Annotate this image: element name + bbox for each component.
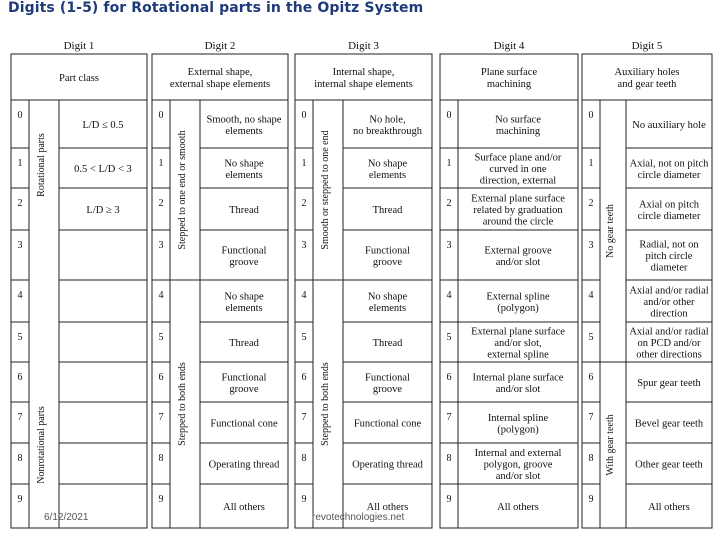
cell-text: No shape (367, 158, 408, 170)
column-header-text: internal shape elements (314, 79, 413, 90)
row-number: 3 (446, 240, 452, 251)
cell-text: Operating thread (208, 459, 280, 471)
row-number: 3 (17, 240, 23, 251)
cell-text: External spline (486, 291, 550, 303)
cell-text: Axial and/or radial (629, 285, 709, 297)
row-number: 0 (446, 110, 452, 121)
column-header-text: Auxiliary holes (614, 67, 680, 78)
cell-text: groove (372, 383, 403, 395)
cell-text: Spur gear teeth (637, 378, 701, 389)
cell-text: direction (650, 308, 688, 320)
digit-column-1 (11, 40, 147, 528)
row-number: 9 (158, 494, 164, 505)
cell-text: Smooth, no shape (206, 114, 282, 126)
row-number: 8 (301, 453, 307, 464)
cell-text: No shape (367, 291, 408, 303)
row-number: 2 (158, 198, 164, 209)
cell-text: Functional cone (210, 418, 278, 430)
row-number: 4 (446, 290, 452, 301)
row-number: 7 (158, 412, 164, 423)
row-number: 9 (17, 494, 23, 505)
row-number: 0 (158, 110, 164, 121)
side-label-bottom: With gear teeth (605, 414, 616, 476)
cell-text: on PCD and/or (637, 338, 701, 349)
cell-text: and/or slot (495, 383, 541, 395)
side-label-top: Stepped to one end or smooth (177, 130, 188, 250)
row-number: 9 (301, 494, 307, 505)
cell-text: Functional (221, 245, 267, 257)
cell-text: direction, external (479, 175, 557, 187)
cell-text: and/or slot, (494, 338, 542, 349)
cell-text: Internal plane surface (472, 372, 564, 384)
digit-title: Digit 2 (204, 40, 236, 52)
row-number: 9 (588, 494, 594, 505)
row-number: 3 (158, 240, 164, 251)
digit-title: Digit 3 (348, 40, 379, 52)
row-number: 7 (588, 412, 594, 423)
cell-text: No auxiliary hole (632, 120, 706, 131)
row-number: 5 (301, 332, 307, 343)
cell-text: Functional cone (353, 418, 422, 430)
cell-text: and/or slot (495, 471, 541, 482)
row-number: 5 (158, 332, 164, 343)
column-header-text: and gear teeth (617, 79, 677, 90)
row-number: 4 (588, 290, 594, 301)
cell-text: polygon, groove (483, 459, 553, 471)
side-label-bottom: Stepped to both ends (177, 362, 188, 446)
cell-text: 0.5 < L/D < 3 (74, 164, 132, 175)
cell-text: pitch circle (645, 251, 693, 262)
cell-text: elements (368, 302, 407, 314)
side-label-top: Rotational parts (36, 133, 47, 197)
cell-text: Axial, not on pitch (629, 158, 709, 170)
cell-text: other directions (636, 349, 702, 361)
cell-text: Thread (372, 205, 403, 216)
cell-text: Operating thread (352, 459, 423, 471)
row-number: 1 (446, 158, 452, 169)
row-number: 8 (17, 453, 23, 464)
cell-text: Internal and external (474, 448, 562, 459)
row-number: 3 (588, 240, 594, 251)
digit-column-5 (582, 40, 712, 528)
row-number: 4 (158, 290, 164, 301)
cell-text: no breakthrough (352, 125, 423, 137)
row-number: 7 (17, 412, 23, 423)
cell-text: diameter (650, 262, 688, 274)
row-number: 6 (301, 372, 307, 383)
cell-text: groove (229, 383, 259, 395)
cell-text: and/or slot (495, 256, 541, 268)
cell-text: elements (368, 169, 407, 181)
row-number: 7 (301, 412, 307, 423)
cell-text: Functional (221, 372, 267, 384)
row-number: 7 (446, 412, 452, 423)
cell-text: elements (225, 125, 263, 137)
column-header-text: Internal shape, (332, 67, 395, 78)
cell-text: Functional (365, 372, 410, 384)
cell-text: External groove (484, 245, 552, 257)
cell-text: No surface (495, 114, 541, 126)
row-number: 8 (158, 453, 164, 464)
side-label-top: Smooth or stepped to one end (320, 130, 331, 250)
cell-text: All others (497, 502, 539, 513)
digit-title: Digit 5 (631, 40, 663, 52)
side-label-bottom: Nonrotational parts (36, 406, 47, 484)
cell-text: curved in one (489, 164, 547, 175)
row-number: 0 (301, 110, 307, 121)
digit-title: Digit 4 (493, 40, 525, 52)
cell-text: Bevel gear teeth (634, 418, 704, 430)
digit-column-3 (295, 40, 432, 528)
column-header-text: external shape elements (169, 79, 271, 90)
cell-text: All others (366, 502, 409, 513)
row-number: 5 (588, 332, 594, 343)
row-number: 8 (446, 453, 452, 464)
row-number: 0 (588, 110, 594, 121)
column-header-text: Plane surface (480, 67, 538, 78)
digit-column-2 (152, 40, 288, 528)
cell-text: No shape (224, 291, 264, 303)
cell-text: external spline (487, 349, 549, 361)
cell-text: Other gear teeth (635, 459, 703, 471)
cell-text: External plane surface (471, 326, 565, 338)
side-label-bottom: Stepped to both ends (320, 362, 331, 446)
row-number: 6 (17, 372, 23, 383)
column-header-text: External shape, (187, 67, 253, 78)
column-border (11, 54, 147, 528)
cell-text: Radial, not on (639, 239, 699, 251)
row-number: 2 (446, 198, 452, 209)
row-number: 6 (158, 372, 164, 383)
cell-text: External plane surface (471, 193, 565, 205)
digit-column-4 (440, 40, 578, 528)
cell-text: (polygon) (497, 302, 539, 314)
cell-text: Thread (372, 338, 403, 349)
cell-text: Thread (229, 338, 259, 349)
cell-text: L/D ≤ 0.5 (82, 120, 124, 131)
row-number: 6 (588, 372, 594, 383)
digit-title: Digit 1 (63, 40, 95, 52)
row-number: 1 (158, 158, 164, 169)
row-number: 4 (17, 290, 23, 301)
row-number: 1 (17, 158, 23, 169)
footer-date: 6/12/2021 (44, 512, 89, 523)
side-label-top: No gear teeth (605, 204, 616, 258)
row-number: 3 (301, 240, 307, 251)
column-header-text: Part class (59, 73, 99, 84)
cell-text: Axial and/or radial (629, 326, 709, 338)
cell-text: Surface plane and/or (474, 152, 562, 164)
cell-text: circle diameter (637, 210, 701, 222)
cell-text: elements (225, 302, 263, 314)
row-number: 0 (17, 110, 23, 121)
row-number: 2 (17, 198, 23, 209)
cell-text: elements (225, 169, 263, 181)
column-header-text: machining (486, 79, 532, 90)
row-number: 1 (588, 158, 594, 169)
cell-text: groove (229, 256, 259, 268)
row-number: 5 (17, 332, 23, 343)
cell-text: groove (372, 256, 403, 268)
row-number: 8 (588, 453, 594, 464)
cell-text: Internal spline (487, 412, 549, 424)
cell-text: All others (223, 502, 265, 513)
page-title: Digits (1-5) for Rotational parts in the Opitz System (8, 0, 424, 16)
row-number: 9 (446, 494, 452, 505)
row-number: 2 (588, 198, 594, 209)
cell-text: No shape (224, 158, 264, 170)
cell-text: Axial on pitch (638, 199, 700, 211)
cell-text: around the circle (482, 216, 554, 228)
cell-text: related by graduation (473, 205, 563, 216)
cell-text: No hole, (369, 114, 406, 126)
row-number: 4 (301, 290, 307, 301)
cell-text: machining (495, 125, 541, 137)
row-number: 2 (301, 198, 307, 209)
cell-text: Thread (229, 205, 259, 216)
footer-site: revotechnologies.net (312, 512, 405, 523)
row-number: 1 (301, 158, 307, 169)
cell-text: and/or other (643, 297, 695, 308)
cell-text: All others (648, 502, 690, 513)
cell-text: Functional (365, 245, 410, 257)
cell-text: circle diameter (637, 169, 701, 181)
cell-text: (polygon) (497, 424, 539, 436)
row-number: 6 (446, 372, 452, 383)
cell-text: L/D ≥ 3 (86, 205, 120, 216)
row-number: 5 (446, 332, 452, 343)
